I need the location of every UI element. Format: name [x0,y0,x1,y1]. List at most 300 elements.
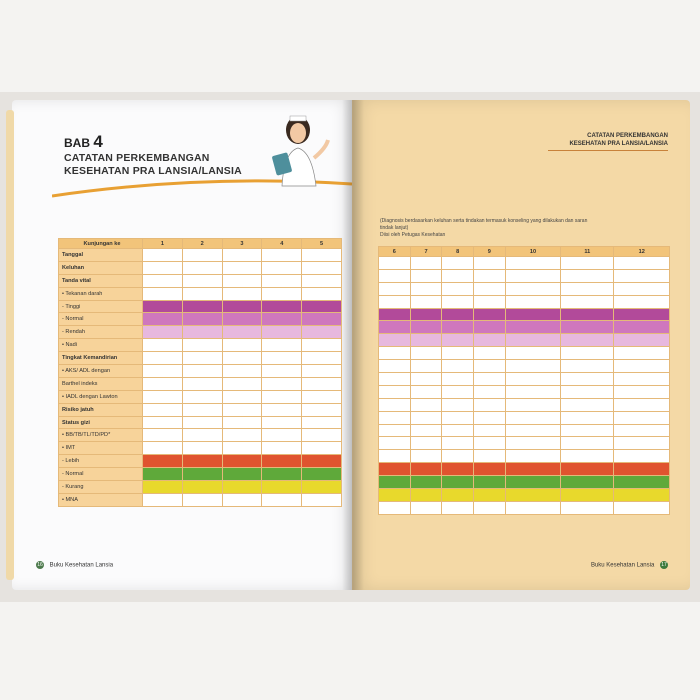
entry-cell [474,295,506,308]
row-label: Tingkat Kemandirian [59,352,143,365]
entry-cell [182,261,222,274]
entry-cell [561,373,614,386]
table-row [59,352,342,365]
table-row [379,501,670,514]
table-row [379,295,670,308]
entry-cell [379,398,411,411]
row-label: - Normal [59,313,143,326]
entry-cell [302,339,342,352]
entry-cell [262,416,302,429]
row-label: Barthel indeks [59,377,143,390]
entry-cell [262,249,302,262]
entry-cell [505,398,561,411]
visit-header-cell: 12 [614,247,670,257]
entry-cell [474,501,506,514]
entry-cell [505,282,561,295]
entry-cell [442,308,474,321]
entry-cell [442,269,474,282]
entry-cell [410,385,442,398]
left-page [12,100,352,590]
entry-cell [143,403,183,416]
table-row [379,334,670,347]
entry-cell [143,481,183,494]
entry-cell [182,274,222,287]
entry-cell [182,455,222,468]
table-row [59,365,342,378]
entry-cell [561,411,614,424]
entry-cell [410,334,442,347]
entry-cell [143,416,183,429]
entry-cell [182,468,222,481]
entry-cell [182,416,222,429]
table-row [59,287,342,300]
entry-cell [410,295,442,308]
entry-cell [379,295,411,308]
entry-cell [561,295,614,308]
entry-cell [262,429,302,442]
entry-cell [379,308,411,321]
page-edge [6,110,14,580]
footer-text-right: Buku Kesehatan Lansia [590,562,655,569]
entry-cell [474,450,506,463]
entry-cell [505,257,561,270]
table-row [379,463,670,476]
table-row [59,468,342,481]
row-label: - Tinggi [59,300,143,313]
entry-cell [561,437,614,450]
entry-cell [143,455,183,468]
book-gutter [342,100,364,590]
table-row [379,385,670,398]
table-row [59,249,342,262]
row-label: • IMT [59,442,143,455]
entry-cell [182,429,222,442]
entry-cell [505,334,561,347]
development-table-left [58,238,342,507]
table-row [379,308,670,321]
entry-cell [143,287,183,300]
entry-cell [474,489,506,502]
entry-cell [222,455,262,468]
entry-cell [474,308,506,321]
entry-cell [379,476,411,489]
entry-cell [222,416,262,429]
entry-cell [614,437,670,450]
entry-cell [143,261,183,274]
right-footer [591,561,668,569]
entry-cell [614,360,670,373]
table-row [59,403,342,416]
note-line-2: tindak lanjut) [380,225,409,231]
entry-cell [379,257,411,270]
entry-cell [222,390,262,403]
entry-cell [474,347,506,360]
row-label: Keluhan [59,261,143,274]
entry-cell [442,385,474,398]
entry-cell [379,385,411,398]
entry-cell [302,274,342,287]
entry-cell [379,321,411,334]
row-label: - Lebih [59,455,143,468]
table-row [59,300,342,313]
table-row [379,424,670,437]
entry-cell [442,321,474,334]
entry-cell [143,390,183,403]
entry-cell [474,373,506,386]
table-row [379,373,670,386]
entry-cell [182,377,222,390]
row-label: - Kurang [59,481,143,494]
entry-cell [379,269,411,282]
entry-cell [505,450,561,463]
entry-cell [561,489,614,502]
entry-cell [182,365,222,378]
entry-cell [302,352,342,365]
entry-cell [379,424,411,437]
entry-cell [262,261,302,274]
development-table-right [378,246,670,515]
entry-cell [474,411,506,424]
table-row [59,261,342,274]
page-number-right: 17 [661,562,667,568]
entry-cell [182,493,222,506]
entry-cell [410,411,442,424]
entry-cell [379,489,411,502]
entry-cell [442,257,474,270]
entry-cell [505,437,561,450]
entry-cell [614,334,670,347]
visit-header-cell: 3 [222,239,262,249]
entry-cell [302,403,342,416]
diagnosis-note [380,218,670,239]
entry-cell [442,501,474,514]
entry-cell [505,424,561,437]
entry-cell [182,300,222,313]
right-header-line-1: CATATAN PERKEMBANGAN [587,133,668,139]
entry-cell [442,476,474,489]
entry-cell [474,437,506,450]
entry-cell [222,352,262,365]
entry-cell [410,424,442,437]
row-label: Risiko jatuh [59,403,143,416]
entry-cell [561,347,614,360]
table-row [379,450,670,463]
entry-cell [614,450,670,463]
entry-cell [505,373,561,386]
entry-cell [561,321,614,334]
entry-cell [614,347,670,360]
entry-cell [302,416,342,429]
entry-cell [474,282,506,295]
entry-cell [222,442,262,455]
table-header-row [379,247,670,257]
table-row [379,282,670,295]
entry-cell [505,501,561,514]
entry-cell [379,360,411,373]
entry-cell [302,300,342,313]
entry-cell [614,282,670,295]
entry-cell [442,411,474,424]
entry-cell [410,321,442,334]
entry-cell [410,373,442,386]
entry-cell [222,313,262,326]
table-row [59,274,342,287]
entry-cell [505,463,561,476]
entry-cell [262,442,302,455]
entry-cell [143,249,183,262]
entry-cell [379,282,411,295]
entry-cell [302,468,342,481]
entry-cell [262,326,302,339]
entry-cell [505,308,561,321]
entry-cell [561,257,614,270]
entry-cell [379,334,411,347]
entry-cell [410,360,442,373]
entry-cell [262,274,302,287]
table-row [379,411,670,424]
entry-cell [561,450,614,463]
entry-cell [262,377,302,390]
entry-cell [222,274,262,287]
entry-cell [561,476,614,489]
entry-cell [474,476,506,489]
entry-cell [143,442,183,455]
row-label: • IADL dengan Lawton [59,390,143,403]
entry-cell [614,411,670,424]
entry-cell [410,282,442,295]
entry-cell [302,365,342,378]
entry-cell [143,493,183,506]
row-label: Tanda vital [59,274,143,287]
entry-cell [222,365,262,378]
entry-cell [222,468,262,481]
right-header-line-2: KESEHATAN PRA LANSIA/LANSIA [569,141,668,147]
entry-cell [442,398,474,411]
entry-cell [222,377,262,390]
entry-cell [262,300,302,313]
entry-cell [222,300,262,313]
entry-cell [442,360,474,373]
entry-cell [614,257,670,270]
entry-cell [410,398,442,411]
entry-cell [614,463,670,476]
entry-cell [222,287,262,300]
right-page-header [518,132,668,148]
entry-cell [143,377,183,390]
table-row [59,390,342,403]
entry-cell [614,295,670,308]
entry-cell [143,300,183,313]
row-label: • Nadi [59,339,143,352]
entry-cell [302,326,342,339]
entry-cell [442,489,474,502]
entry-cell [379,347,411,360]
entry-cell [222,403,262,416]
entry-cell [302,287,342,300]
entry-cell [474,269,506,282]
title-line-1: CATATAN PERKEMBANGAN [64,152,210,164]
entry-cell [410,257,442,270]
entry-cell [474,257,506,270]
entry-cell [262,313,302,326]
entry-cell [182,249,222,262]
entry-cell [505,321,561,334]
entry-cell [442,282,474,295]
table-row [379,360,670,373]
table-row [59,339,342,352]
entry-cell [222,429,262,442]
entry-cell [474,385,506,398]
entry-cell [262,481,302,494]
entry-cell [379,450,411,463]
entry-cell [474,334,506,347]
entry-cell [505,347,561,360]
right-page [352,100,690,590]
entry-cell [379,463,411,476]
page-number-left: 16 [37,562,43,568]
entry-cell [561,385,614,398]
chapter-number: 4 [93,132,103,151]
table-row [379,489,670,502]
entry-cell [505,489,561,502]
entry-cell [474,424,506,437]
entry-cell [505,476,561,489]
title-line-2: KESEHATAN PRA LANSIA/LANSIA [64,165,242,177]
visit-header-cell: 8 [442,247,474,257]
entry-cell [505,269,561,282]
left-footer [36,561,113,569]
entry-cell [614,424,670,437]
table-row [59,377,342,390]
entry-cell [143,326,183,339]
table-row [59,493,342,506]
entry-cell [561,334,614,347]
entry-cell [302,493,342,506]
entry-cell [474,360,506,373]
table-row [59,313,342,326]
entry-cell [410,437,442,450]
entry-cell [302,455,342,468]
entry-cell [143,339,183,352]
entry-cell [410,463,442,476]
entry-cell [143,429,183,442]
entry-cell [614,373,670,386]
entry-cell [561,501,614,514]
entry-cell [442,334,474,347]
entry-cell [302,249,342,262]
entry-cell [262,403,302,416]
open-booklet [12,100,690,590]
entry-cell [262,455,302,468]
row-label: - Normal [59,468,143,481]
entry-cell [410,476,442,489]
row-label: - Rendah [59,326,143,339]
entry-cell [505,295,561,308]
entry-cell [262,493,302,506]
visit-header-cell: 10 [505,247,561,257]
entry-cell [262,390,302,403]
entry-cell [302,261,342,274]
header-rule [548,150,668,151]
visit-header-label: Kunjungan ke [59,239,143,249]
entry-cell [614,321,670,334]
entry-cell [182,403,222,416]
entry-cell [614,269,670,282]
entry-cell [182,313,222,326]
entry-cell [505,385,561,398]
entry-cell [222,326,262,339]
entry-cell [561,360,614,373]
entry-cell [474,463,506,476]
row-label: • MNA [59,493,143,506]
table-row [59,455,342,468]
entry-cell [561,308,614,321]
entry-cell [505,360,561,373]
table-header-row [59,239,342,249]
entry-cell [410,501,442,514]
entry-cell [379,501,411,514]
table-row [379,476,670,489]
entry-cell [474,398,506,411]
visit-header-cell: 6 [379,247,411,257]
entry-cell [410,347,442,360]
entry-cell [222,481,262,494]
entry-cell [561,269,614,282]
entry-cell [561,398,614,411]
entry-cell [222,339,262,352]
entry-cell [442,373,474,386]
entry-cell [442,347,474,360]
entry-cell [222,249,262,262]
entry-cell [302,429,342,442]
entry-cell [222,493,262,506]
row-label: Tanggal [59,249,143,262]
entry-cell [182,352,222,365]
entry-cell [410,450,442,463]
nurse-illustration [264,108,334,188]
entry-cell [442,295,474,308]
entry-cell [302,481,342,494]
entry-cell [143,274,183,287]
entry-cell [442,437,474,450]
entry-cell [143,313,183,326]
visit-header-cell: 4 [262,239,302,249]
table-row [59,429,342,442]
entry-cell [379,411,411,424]
row-label: Status gizi [59,416,143,429]
entry-cell [262,287,302,300]
note-line-1: (Diagnosis berdasarkan keluhan serta tindakan termasuk konseling yang dilakukan dan saran [380,218,588,224]
visit-header-cell: 1 [143,239,183,249]
entry-cell [442,450,474,463]
entry-cell [302,442,342,455]
entry-cell [182,339,222,352]
entry-cell [262,339,302,352]
entry-cell [182,390,222,403]
chapter-prefix: BAB [64,136,90,150]
visit-header-cell: 9 [474,247,506,257]
entry-cell [561,463,614,476]
entry-cell [614,476,670,489]
visit-header-cell: 7 [410,247,442,257]
entry-cell [442,463,474,476]
note-line-3: Diisi oleh Petugas Kesehatan [380,232,446,238]
table-row [379,269,670,282]
entry-cell [182,442,222,455]
entry-cell [143,352,183,365]
visit-header-cell: 5 [302,239,342,249]
entry-cell [302,390,342,403]
